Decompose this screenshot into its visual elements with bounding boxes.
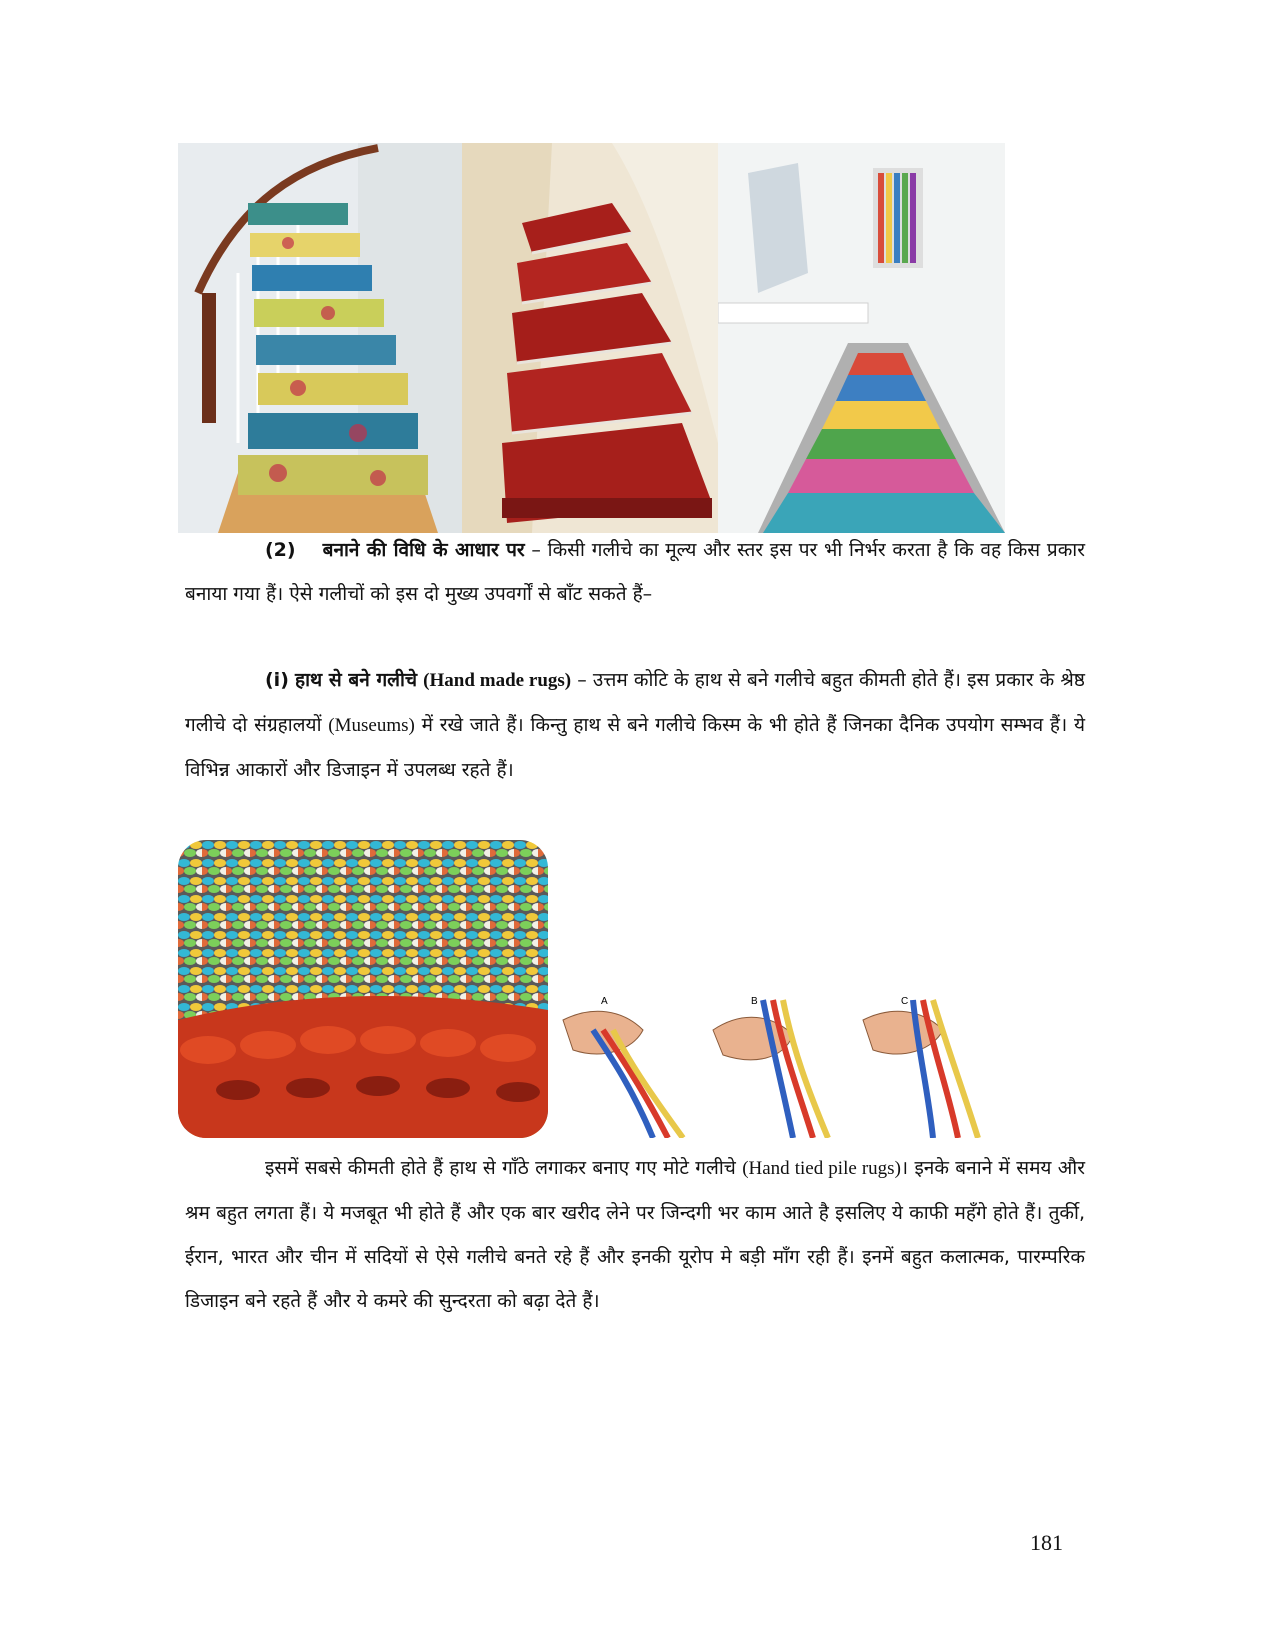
page-number: 181: [1030, 1530, 1063, 1555]
subsection-i-paragraph: [185, 658, 1085, 792]
braid-step-label: B: [751, 996, 758, 1007]
museums-term: (Museums): [328, 715, 415, 736]
braiding-steps-illustration: [553, 990, 990, 1138]
braided-rug-photo: [178, 840, 548, 1138]
hand-tied-text-1: इसमें सबसे कीमती होते हैं हाथ से गाँठे लगाकर बनाए गए मोटे गलीचे: [265, 1157, 743, 1179]
braid-step-label: A: [601, 996, 608, 1007]
subsection-i-heading: हाथ से बने गलीचे: [295, 669, 418, 691]
subsection-i-number: (i): [265, 669, 289, 691]
section-2-paragraph: [185, 528, 1085, 616]
stair-runner-photo-striped: [718, 143, 1005, 533]
hand-tied-rugs-paragraph: [185, 1146, 1085, 1323]
stair-runner-photo-floral: [178, 143, 462, 533]
section-2-number: (2): [265, 539, 296, 561]
stair-runner-photo-red: [462, 143, 718, 533]
subsection-i-text-2: में रखे जाते हैं। किन्तु हाथ से बने गलीचे किस्म के भी होते हैं जिनका दैनिक उपयोग सम्भव हैं। ये विभिन्न आकारों और डिजाइन में उपलब्ध रहते हैं।: [185, 714, 1085, 781]
hand-tied-english: (Hand tied pile rugs): [742, 1158, 901, 1179]
section-2-text: किसी गलीचे का मूल्य और स्तर इस पर भी निर्भर करता है कि वह किस प्रकार बनाया गया हैं। ऐसे गलीचों को इस दो मुख्य उपवर्गों से बाँट सकते हैं–: [185, 539, 1085, 605]
subsection-i-text-1: उत्तम कोटि के हाथ से बने गलीचे बहुत कीमती होते हैं। इस प्रकार के श्रेष्ठ गलीचे दो संग्रहालयों: [185, 669, 1085, 736]
hand-tied-text-2: । इनके बनाने में समय और श्रम बहुत लगता हैं। ये मजबूत भी होते हैं और एक बार खरीद लेने पर जिन्दगी भर काम आते है इसलिए ये काफी महँगे होते हैं। तुर्की, ईरान, भारत और चीन में सदियों से ऐसे गलीचे बनते रहे हैं और इनकी यूरोप मे बड़ी माँग रही हैं। इनमें बहुत कलात्मक, पारम्परिक डिजाइन बने रहते हैं और ये कमरे की सुन्दरता को बढ़ा देते हैं।: [185, 1157, 1086, 1312]
subsection-i-english: (Hand made rugs): [423, 670, 572, 691]
subsection-i-dash: –: [571, 669, 593, 691]
braid-step-label: C: [901, 996, 909, 1007]
section-2-heading: बनाने की विधि के आधार पर: [322, 539, 525, 561]
section-2-dash: –: [524, 539, 548, 561]
